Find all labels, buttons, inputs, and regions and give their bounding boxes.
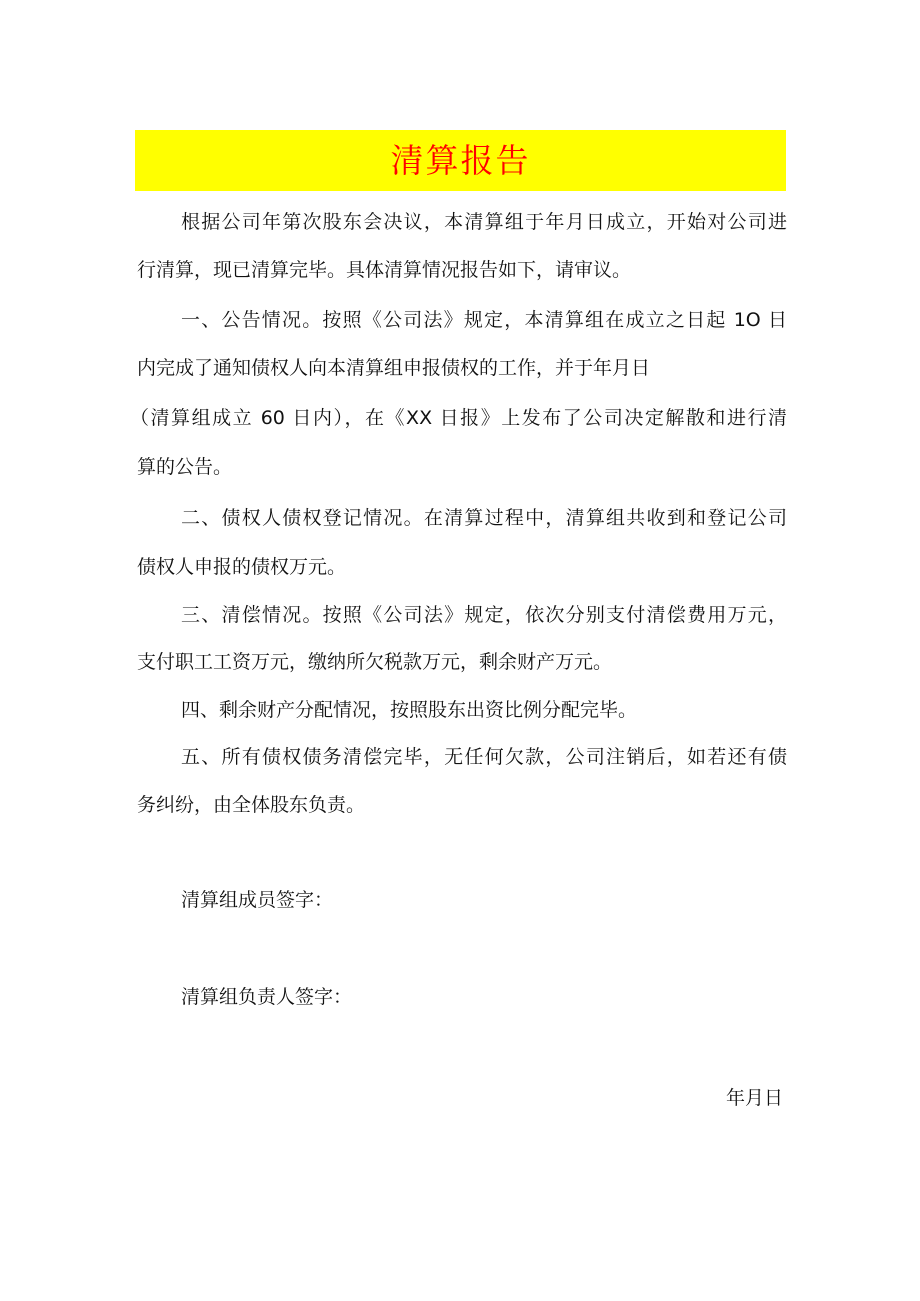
document-title: 清算报告 xyxy=(390,141,531,180)
paragraph-6-line-2: 务纠纷，由全体股东负责。 xyxy=(137,794,366,816)
members-signature-label: 清算组成员签字： xyxy=(181,889,334,911)
paragraph-1-line-2: 行清算，现已清算完毕。具体清算情况报告如下，请审议。 xyxy=(137,259,632,281)
paragraph-2-line-1: 一、公告情况。按照《公司法》规定，本清算组在成立之日起 1O 日 xyxy=(181,309,787,331)
paragraph-2-line-2: 内完成了通知债权人向本清算组申报债权的工作，并于年月日 xyxy=(137,357,651,379)
paragraph-3-line-1: 二、债权人债权登记情况。在清算过程中，清算组共收到和登记公司 xyxy=(181,507,787,529)
paragraph-1-line-1: 根据公司年第次股东会决议，本清算组于年月日成立，开始对公司进 xyxy=(181,211,787,233)
paragraph-4-line-2: 支付职工工资万元，缴纳所欠税款万元，剩余财产万元。 xyxy=(137,651,613,673)
leader-signature-label: 清算组负责人签字： xyxy=(181,986,353,1008)
date-label: 年月日 xyxy=(725,1087,783,1109)
paragraph-4-line-1: 三、清偿情况。按照《公司法》规定，依次分别支付清偿费用万元， xyxy=(181,604,787,626)
paragraph-2-line-3: （清算组成立 60 日内），在《XX 日报》上发布了公司决定解散和进行清 xyxy=(130,407,787,429)
paragraph-5-line-1: 四、剩余财产分配情况，按照股东出资比例分配完毕。 xyxy=(181,699,638,721)
title-banner xyxy=(135,130,786,191)
paragraph-2-line-4: 算的公告。 xyxy=(137,456,233,478)
paragraph-3-line-2: 债权人申报的债权万元。 xyxy=(137,556,347,578)
paragraph-6-line-1: 五、所有债权债务清偿完毕，无任何欠款，公司注销后，如若还有债 xyxy=(181,746,787,768)
